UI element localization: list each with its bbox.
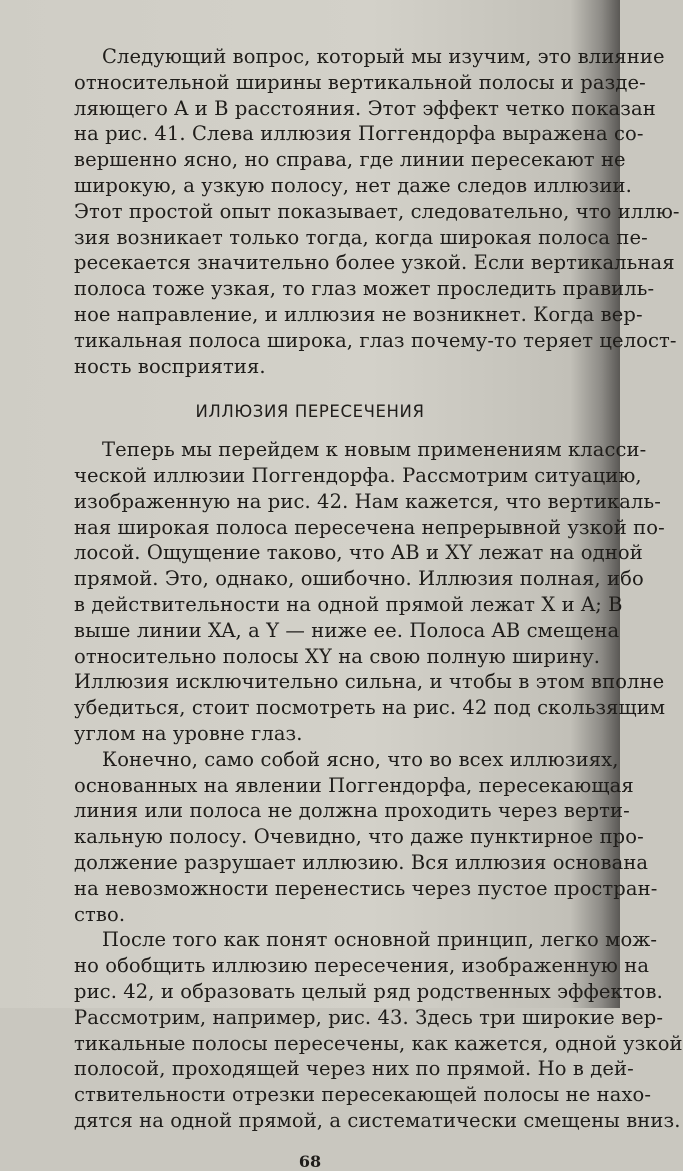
text-line: ческой иллюзии Поггендорфа. Рассмотрим ситуацию,: [74, 464, 642, 487]
text-line: ресекается значительно более узкой. Если вертикальная: [74, 251, 675, 275]
text-line: ная широкая полоса пересечена непрерывной узкой по-: [74, 515, 665, 539]
text-line: изображенную на рис. 42. Нам кажется, что вертикаль-: [74, 489, 661, 513]
text-line: дятся на одной прямой, а систематически смещены вниз.: [74, 1109, 681, 1132]
text-line: линия или полоса не должна проходить через верти-: [74, 799, 630, 823]
text-line: Следующий вопрос, который мы изучим, это влияние: [102, 45, 665, 68]
text-line: лосой. Ощущение таково, что AB и XY лежат на одной: [74, 541, 643, 565]
text-line: ное направление, и иллюзия не возникнет. Когда вер-: [74, 303, 643, 326]
text-line: Рассмотрим, например, рис. 43. Здесь три широкие вер-: [74, 1005, 664, 1029]
text-line: Иллюзия исключительно сильна, и чтобы в этом вполне: [74, 670, 665, 694]
text-line: зия возникает только тогда, когда широкая полоса пе-: [74, 225, 648, 249]
text-line: тикальная полоса широка, глаз почему-то теряет целост-: [74, 328, 677, 352]
text-line: Этот простой опыт показывает, следовательно, что иллю-: [74, 199, 680, 223]
text-line: кальную полосу. Очевидно, что даже пунктирное про-: [74, 825, 644, 849]
text-line: тикальные полосы пересечены, как кажется, одной узкой: [74, 1031, 683, 1055]
text-line: убедиться, стоит посмотреть на рис. 42 под скользящим: [74, 696, 666, 720]
text-line: широкую, а узкую полосу, нет даже следов иллюзии.: [74, 174, 632, 197]
text-line: ность восприятия.: [74, 354, 266, 378]
text-line: Теперь мы перейдем к новым применениям класси-: [102, 438, 647, 462]
text-line: относительно полосы XY на свою полную ширину.: [74, 644, 601, 668]
text-line: должение разрушает иллюзию. Вся иллюзия основана: [74, 851, 649, 874]
page-number: 68: [298, 1151, 322, 1171]
text-line: ствительности отрезки пересекающей полосы не нахо-: [74, 1083, 652, 1107]
text-line: ство.: [74, 902, 126, 926]
text-line: но обобщить иллюзию пересечения, изображенную на: [74, 954, 650, 978]
text-line: выше линии XA, а Y — ниже ее. Полоса AB смещена: [74, 618, 620, 642]
text-line: вершенно ясно, но справа, где линии пересекают не: [74, 148, 626, 172]
text-line: относительной ширины вертикальной полосы и разде-: [74, 70, 646, 94]
section-heading: ИЛЛЮЗИЯ ПЕРЕСЕЧЕНИЯ: [195, 402, 425, 422]
text-line: на рис. 41. Слева иллюзия Поггендорфа выражена со-: [74, 122, 644, 146]
text-line: После того как понят основной принцип, легко мож-: [102, 928, 658, 952]
text-line: рис. 42, и образовать целый ряд родственных эффектов.: [74, 980, 663, 1003]
text-line: прямой. Это, однако, ошибочно. Иллюзия полная, ибо: [74, 567, 644, 591]
text-line: полосой, проходящей через них по прямой. Но в дей-: [74, 1057, 634, 1081]
text-line: Конечно, само собой ясно, что во всех иллюзиях,: [102, 747, 619, 771]
text-line: основанных на явлении Поггендорфа, пересекающая: [74, 773, 634, 797]
text-line: полоса тоже узкая, то глаз может проследить правиль-: [74, 277, 655, 301]
text-line: в действительности на одной прямой лежат X и A; B: [74, 593, 623, 616]
text-line: углом на уровне глаз.: [74, 722, 303, 745]
text-line: на невозможности перенестись через пустое простран-: [74, 876, 658, 900]
text-line: ляющего A и B расстояния. Этот эффект четко показан: [74, 96, 656, 120]
